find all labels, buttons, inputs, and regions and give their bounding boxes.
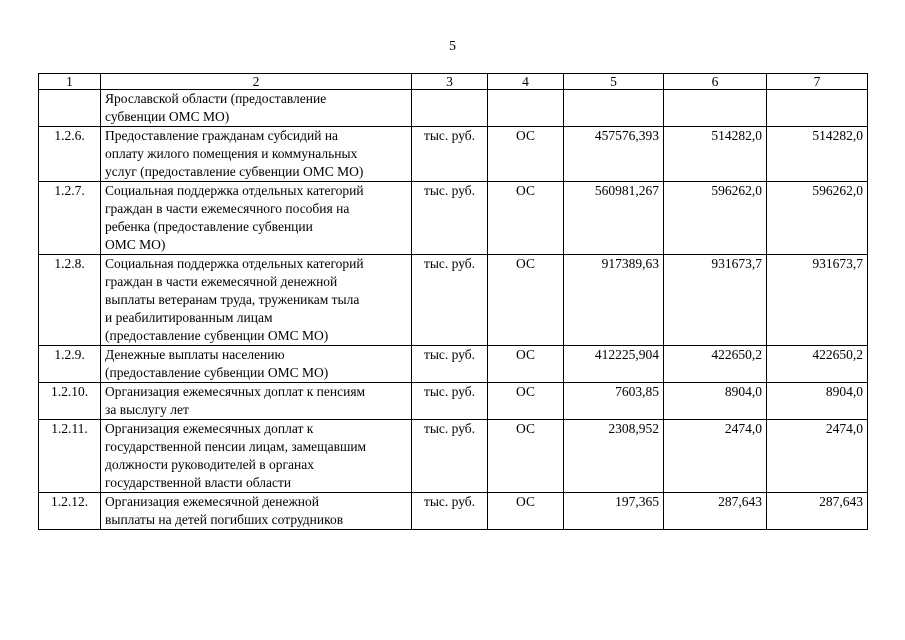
value-col6-cell — [664, 90, 767, 127]
unit-cell: тыс. руб. — [412, 346, 488, 383]
column-header: 6 — [664, 74, 767, 90]
table-row — [39, 383, 868, 420]
value-col7-cell: 287,643 — [767, 493, 868, 530]
row-number-cell: 1.2.10. — [39, 383, 101, 420]
value-col5-cell: 560981,267 — [564, 182, 664, 255]
unit-cell: тыс. руб. — [412, 255, 488, 346]
row-number-cell: 1.2.12. — [39, 493, 101, 530]
value-col6-cell: 596262,0 — [664, 182, 767, 255]
budget-table — [38, 73, 868, 530]
value-col7-cell: 931673,7 — [767, 255, 868, 346]
value-col6-cell: 287,643 — [664, 493, 767, 530]
unit-cell: тыс. руб. — [412, 182, 488, 255]
row-number-cell: 1.2.6. — [39, 127, 101, 182]
row-number-cell: 1.2.8. — [39, 255, 101, 346]
table-row — [39, 346, 868, 383]
value-col5-cell: 7603,85 — [564, 383, 664, 420]
funding-source-cell: ОС — [488, 182, 564, 255]
page-number: 5 — [449, 39, 456, 54]
table-header-row — [39, 74, 868, 90]
measure-name-cell: Ярославской области (предоставление субвенции ОМС МО) — [101, 90, 412, 127]
unit-cell: тыс. руб. — [412, 420, 488, 493]
table-row — [39, 255, 868, 346]
column-header: 2 — [101, 74, 412, 90]
row-number-cell: 1.2.7. — [39, 182, 101, 255]
funding-source-cell: ОС — [488, 346, 564, 383]
column-header: 5 — [564, 74, 664, 90]
funding-source-cell: ОС — [488, 255, 564, 346]
value-col7-cell: 2474,0 — [767, 420, 868, 493]
value-col5-cell: 917389,63 — [564, 255, 664, 346]
measure-name-cell: Социальная поддержка отдельных категорий граждан в части ежемесячного пособия на ребенка (предоставление субвенции ОМС МО) — [101, 182, 412, 255]
value-col6-cell: 514282,0 — [664, 127, 767, 182]
table-row — [39, 127, 868, 182]
value-col7-cell: 514282,0 — [767, 127, 868, 182]
value-col6-cell: 422650,2 — [664, 346, 767, 383]
value-col5-cell: 457576,393 — [564, 127, 664, 182]
table-row — [39, 420, 868, 493]
unit-cell: тыс. руб. — [412, 127, 488, 182]
funding-source-cell: ОС — [488, 493, 564, 530]
unit-cell: тыс. руб. — [412, 493, 488, 530]
table-row — [39, 90, 868, 127]
unit-cell: тыс. руб. — [412, 383, 488, 420]
value-col5-cell: 197,365 — [564, 493, 664, 530]
measure-name-cell: Организация ежемесячной денежной выплаты на детей погибших сотрудников — [101, 493, 412, 530]
funding-source-cell: ОС — [488, 127, 564, 182]
row-number-cell: 1.2.11. — [39, 420, 101, 493]
value-col5-cell: 2308,952 — [564, 420, 664, 493]
unit-cell — [412, 90, 488, 127]
value-col6-cell: 8904,0 — [664, 383, 767, 420]
column-header: 4 — [488, 74, 564, 90]
value-col6-cell: 2474,0 — [664, 420, 767, 493]
row-number-cell — [39, 90, 101, 127]
column-header: 3 — [412, 74, 488, 90]
funding-source-cell — [488, 90, 564, 127]
value-col7-cell — [767, 90, 868, 127]
table-row — [39, 493, 868, 530]
measure-name-cell: Социальная поддержка отдельных категорий граждан в части ежемесячной денежной выплаты ветеранам труда, труженикам тыла и реабилитированным лицам (предоставление субвенции ОМС МО) — [101, 255, 412, 346]
value-col7-cell: 8904,0 — [767, 383, 868, 420]
table-row — [39, 182, 868, 255]
measure-name-cell: Предоставление гражданам субсидий на оплату жилого помещения и коммунальных услуг (предоставление субвенции ОМС МО) — [101, 127, 412, 182]
column-header: 1 — [39, 74, 101, 90]
funding-source-cell: ОС — [488, 383, 564, 420]
value-col6-cell: 931673,7 — [664, 255, 767, 346]
funding-source-cell: ОС — [488, 420, 564, 493]
row-number-cell: 1.2.9. — [39, 346, 101, 383]
value-col5-cell: 412225,904 — [564, 346, 664, 383]
value-col7-cell: 422650,2 — [767, 346, 868, 383]
measure-name-cell: Денежные выплаты населению (предоставление субвенции ОМС МО) — [101, 346, 412, 383]
measure-name-cell: Организация ежемесячных доплат к государственной пенсии лицам, замещавшим должности руководителей в органах государственной власти области — [101, 420, 412, 493]
value-col5-cell — [564, 90, 664, 127]
measure-name-cell: Организация ежемесячных доплат к пенсиям за выслугу лет — [101, 383, 412, 420]
column-header: 7 — [767, 74, 868, 90]
value-col7-cell: 596262,0 — [767, 182, 868, 255]
